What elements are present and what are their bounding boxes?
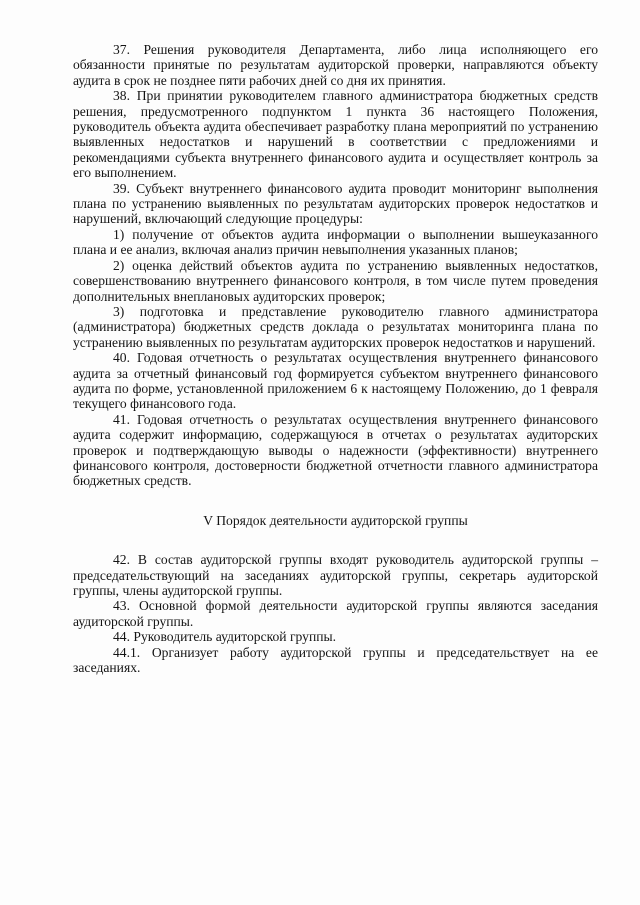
paragraph-44: 44. Руководитель аудиторской группы. [113, 629, 337, 645]
paragraph-44-1: 44.1. Организует работу аудиторской группы и председательствует на ее заседаниях. [73, 644, 598, 676]
paragraph-39-item-3: 3) подготовка и представление руководителю главного администратора (администратора) бюджетных средств доклада о результатах мониторинга плана по устранению выявленных по результатам аудиторских проверок недостатков и нарушений. [73, 303, 598, 350]
paragraph-39: 39. Субъект внутреннего финансового аудита проводит мониторинг выполнения плана по устранению выявленных по результатам аудиторских проверок недостатков и нарушений, включающий следующие процедуры: [73, 180, 598, 227]
paragraph-39-item-1: 1) получение от объектов аудита информации о выполнении вышеуказанного плана и ее анализ, включая анализ причин невыполнения указанных планов; [73, 226, 598, 258]
paragraph-42: 42. В состав аудиторской группы входят руководитель аудиторской группы – председательствующий на заседаниях аудиторской группы, секретарь аудиторской группы, члены аудиторской группы. [73, 552, 598, 598]
paragraph-39-item-2: 2) оценка действий объектов аудита по устранению выявленных недостатков, совершенствованию внутреннего финансового контроля, в том числе путем проведения дополнительных внеплановых аудиторских проверок; [73, 257, 598, 304]
paragraph-37: 37. Решения руководителя Департамента, либо лица исполняющего его обязанности принятые по результатам аудиторской проверки, направляются объекту аудита в срок не позднее пяти рабочих дней со дня их принятия. [73, 42, 598, 88]
paragraph-40: 40. Годовая отчетность о результатах осуществления внутреннего финансового аудита за отчетный финансовый год формируется субъектом внутреннего финансового аудита по форме, установленной приложением 6 к настоящему Положению, до 1 февраля текущего финансового года. [73, 350, 598, 412]
section-heading: V Порядок деятельности аудиторской группы [203, 512, 468, 528]
paragraph-41: 41. Годовая отчетность о результатах осуществления внутреннего финансового аудита содержит информацию, содержащуюся в отчетах о результатах аудиторских проверок и подтверждающую выводы о надежности (эффективности) внутреннего финансового контроля, достоверности бюджетной отчетности главного администратора бюджетных средств. [73, 411, 598, 489]
document-body [73, 42, 598, 675]
paragraph-38: 38. При принятии руководителем главного администратора бюджетных средств решения, предусмотренного подпунктом 1 пункта 36 настоящего Положения, руководитель объекта аудита обеспечивает разработку плана мероприятий по устранению выявленных недостатков и нарушений в соответствии с предложениями и рекомендациями субъекта внутреннего финансового аудита и осуществляет контроль за его выполнением. [73, 88, 598, 181]
paragraph-43: 43. Основной формой деятельности аудиторской группы являются заседания аудиторской группы. [73, 598, 598, 629]
